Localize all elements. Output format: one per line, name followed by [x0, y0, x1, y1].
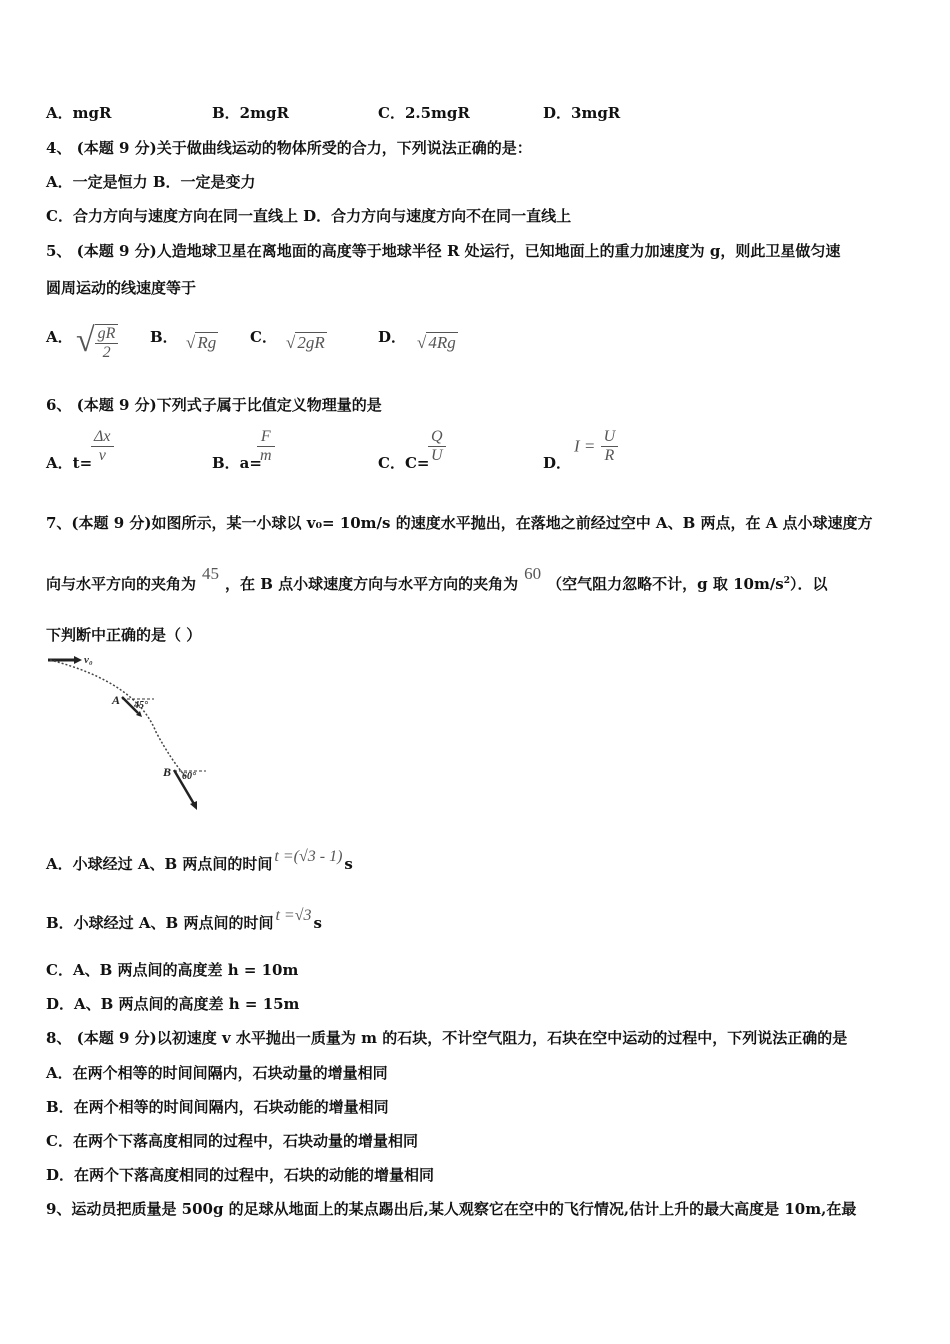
q9-stem: 9、运动员把质量是 500g 的足球从地面上的某点踢出后,某人观察它在空中的飞行情况,估计上升的最大高度是 10m,在最 [46, 1200, 857, 1218]
q5-option-b-label: B． [150, 328, 178, 346]
fig-point-b-label: B [163, 765, 172, 779]
q6-stem: 6、 (本题 9 分)下列式子属于比值定义物理量的是 [46, 396, 382, 414]
q5-option-c-label: C． [250, 328, 277, 346]
q8-option-b: B．在两个相等的时间间隔内，石块动能的增量相同 [46, 1098, 389, 1116]
q4-options-ab: A．一定是恒力 B．一定是变力 [46, 173, 256, 191]
fig-angle-b-label: 60° [182, 771, 196, 782]
q7-projectile-figure [46, 652, 216, 820]
q7-stem-line1: 7、(本题 9 分)如图所示，某一小球以 v₀= 10m/s 的速度水平抛出，在落地之前经过空中 A、B 两点，在 A 点小球速度方 [46, 514, 873, 532]
q8-option-c: C．在两个下落高度相同的过程中，石块动量的增量相同 [46, 1132, 418, 1150]
q5-option-d-label: D． [378, 328, 407, 346]
q4-stem: 4、 (本题 9 分)关于做曲线运动的物体所受的合力，下列说法正确的是： [46, 139, 532, 157]
q5-option-a-formula: √ $\frac{gR}{2}$ [76, 318, 118, 362]
q6-option-d-formula: I = $\frac{U}{R}$ [574, 428, 618, 465]
q7-stem-line3: 下判断中正确的是（ ） [46, 626, 202, 644]
fig-angle-a-label: 45° [134, 700, 148, 711]
q3-option-b: B．2mgR [212, 104, 289, 122]
q6-option-a-fraction: $\frac{\Delta x}{v}$ [91, 428, 114, 465]
q7-angle-b: 60 [524, 564, 542, 583]
q7-angle-a: 45 [202, 564, 220, 583]
q7-option-d: D．A、B 两点间的高度差 h = 15m [46, 995, 300, 1013]
q5-option-c-formula: √ 2gR [286, 333, 325, 352]
q8-option-d: D．在两个下落高度相同的过程中，石块的动能的增量相同 [46, 1166, 435, 1184]
q7-option-b: B．小球经过 A、B 两点间的时间 t =√3 s [46, 907, 322, 932]
q6-option-b-label: B．a= [212, 454, 262, 472]
q5-option-a-label: A． [46, 328, 73, 346]
q7-stem-line2: 向与水平方向的夹角为45，在 B 点小球速度方向与水平方向的夹角为60（空气阻力忽略不计，g 取 $10m/s^2$）．以 [46, 564, 828, 593]
q5-option-d-formula: √ 4Rg [417, 333, 456, 352]
q7-option-c: C．A、B 两点间的高度差 h = 10m [46, 961, 299, 979]
q8-option-a: A．在两个相等的时间间隔内，石块动量的增量相同 [46, 1064, 388, 1082]
q6-option-c-label: C．C= [378, 454, 430, 472]
q5-stem-line1: 5、 (本题 9 分)人造地球卫星在离地面的高度等于地球半径 R 处运行，已知地面上的重力加速度为 g，则此卫星做匀速 [46, 242, 841, 260]
q5-option-b-formula: √ Rg [186, 333, 217, 352]
q7-option-a: A．小球经过 A、B 两点间的时间 t =(√3 - 1) s [46, 848, 353, 873]
q3-option-c: C．2.5mgR [378, 104, 470, 122]
fig-v0-label: v₀ [84, 654, 93, 666]
fig-point-a-label: A [112, 693, 121, 707]
q8-stem: 8、 (本题 9 分)以初速度 v 水平抛出一质量为 m 的石块，不计空气阻力，石块在空中运动的过程中，下列说法正确的是 [46, 1029, 848, 1047]
q3-option-d: D．3mgR [543, 104, 621, 122]
q3-option-a: A．mgR [46, 104, 112, 122]
fig-trajectory [50, 660, 186, 777]
q6-option-d-label: D． [543, 454, 572, 472]
q4-options-cd: C．合力方向与速度方向在同一直线上 D．合力方向与速度方向不在同一直线上 [46, 207, 572, 225]
q6-option-a-label: A．t= [46, 454, 93, 472]
q6-option-b-fraction: $\frac{F}{m}$ [257, 428, 275, 465]
q6-option-c-fraction: $\frac{Q}{U}$ [428, 428, 446, 465]
q5-stem-line2: 圆周运动的线速度等于 [46, 279, 197, 297]
